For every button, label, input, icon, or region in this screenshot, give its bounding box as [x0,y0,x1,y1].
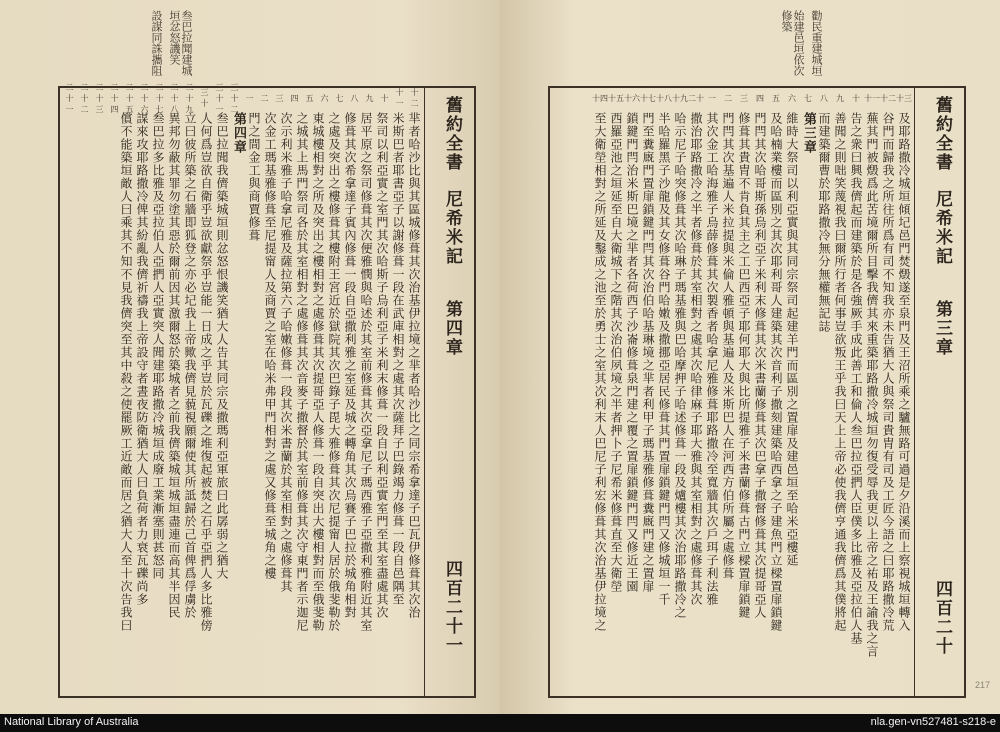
left-body-text [64,112,422,692]
verse-number: 十二 [880,93,896,103]
text-column: 西羅亞池之垣延至自大衛城下之階其次治伯夙境之半者押卜子尼希米修葺直至大衛塋 [609,112,623,593]
verse-number: 三十二 [230,82,239,114]
text-column: 償不能築垣敵人曰乘其不知不見我儕突至其中殺之使罷厥工近敵而居之猶大人至十次告我曰 [119,112,133,632]
right-page-number: 四百二十 [932,580,952,656]
verse-number: 十七 [640,93,656,103]
text-column: 及耶路撒冷城垣傾圮邑門焚燬遂至泉門及王沼所乘之驢無路可過是夕沿溪而上察視城垣轉入 [897,112,911,632]
text-column: 門之間金工與商賈修葺 [247,112,261,242]
margin-note: 設謀同誅攜阻 [150,10,163,76]
right-book-name: 尼希米記 [932,190,952,266]
text-column: 居平原之祭司修葺其次便雅憫與哈述於其室前修葺其次亞拿尼子瑪西雅子亞撒利雅附近其室 [359,112,373,632]
text-column: 而建築爾曹於耶路撒冷無分無權無記誌 [817,112,831,333]
text-column: 門至糞廐門置扉鎖鍵門閂其次治伯哈基琳境之芈者利甲子瑪基雅修葺糞廐門建之置扉 [641,112,655,593]
margin-note: 始建邑垣依次修築 [780,10,805,76]
verse-number: 三十一 [215,82,224,114]
verse-number: 六 [320,93,329,103]
verse-number: 十五 [608,93,624,103]
chapter-heading: 第三章 [801,112,816,154]
margin-note: 勸民重建城垣 [810,10,823,76]
verse-number: 十九 [672,93,688,103]
text-column: 半哈羅黑子沙龍及其女修葺谷門哈嫩及撒挪亞居民修葺其門置扉鎖鍵門閂又修城垣一千 [657,112,671,606]
left-page [0,0,500,714]
chapter-heading: 第四章 [231,112,246,154]
right-header-divider [914,86,915,698]
verse-number: 五 [772,93,780,103]
text-column: 芈者哈沙比與其區城修葺其次治基伊拉境之芈者哈沙比之同宗希拿達子巴瓦伊修葺其次治 [407,112,421,619]
verse-number: 十三 [896,93,912,103]
left-header-divider [424,86,425,698]
text-column: 叁巴拉聞我儕築城垣則忿怒恨譏笑猶大人告其同宗及撒瑪利亞軍旅曰此孱弱之猶大 [215,112,229,580]
verse-number: 二十三 [95,82,104,114]
right-body-text [554,112,912,692]
verse-number: 六 [788,93,796,103]
text-column: 立曰彼所築之石牆即狐登之亦必圮我上帝歟我儕見藐視願爾使其所詆歸於己首俾爲俘虜於 [183,112,197,619]
text-column: 異邦勿蔽其罪勿塗其惡於爾前因其激爾怒於築城者之前我儕築城垣城垣盡連而高其半因民 [167,112,181,619]
text-column: 維時大祭司以利亞實與其同宗祭司起建羊門而區別之置扉及建邑垣至哈米亞樓延 [785,112,799,567]
verse-number: 二十四 [110,82,119,114]
text-column: 東城樓相對之所及突出之樓相對之處修葺其次提哥亞人修葺一段自突出大樓相對而至俄斐勒 [311,112,325,632]
text-column: 之處及突出之樓修葺其樓附王宮近於獄院其次巴錄子毘大雅修葺其次尼提甯人居於俄斐勒於 [327,112,341,632]
text-column: 米斯巴者耶書亞子以謝修葺一段在武庫相對之處其次薩拜子巴錄竭力修葺一段自邑隅至 [391,112,405,606]
left-chapter-label: 第四章 [442,300,462,357]
verse-number: 十 [852,93,860,103]
text-column: 其次金工哈海雅子烏薛修葺其次製香者哈拿尼雅修葺耶路撒冷至寬牆其次戶珥子利法雅 [705,112,719,606]
left-running-title [440,96,465,172]
text-column: 善聞之則咄笑蔑視我曰爾所行者何事豈欲叛王乎我曰天上上帝必使我儕亨通我儕爲其僕將起 [833,112,847,632]
verse-number: 十 [380,93,389,103]
text-column: 人何爲豈欲自衛乎豈欲獻祭乎豈能一日成之乎豈於瓦礫之堆復起被焚之石乎亞捫人多比雅傍 [199,112,213,632]
verse-number: 九 [836,93,844,103]
verse-number: 二十九 [185,82,194,114]
verse-number: 十六 [624,93,640,103]
verse-number: 四 [290,93,299,103]
pencil-page-mark: 217 [974,680,990,690]
verse-number: 十八 [656,93,672,103]
book-title: 舊約全書 [442,96,462,172]
footer-institution: National Library of Australia [4,716,139,728]
text-column: 哈示尼子哈突修葺其次哈琳子瑪基雅與巴哈摩押子哈述修葺一段及爐樓其次治耶路撒冷之 [673,112,687,619]
verse-number: 二十五 [125,82,134,114]
text-column: 及哈楠業樓而區別之其次耶利哥人建築其次音利子撒刻建築哈西拿之子建魚門立樑置扉鎖鍵 [769,112,783,632]
verse-number: 二十八 [170,82,179,114]
text-column: 告之衆曰興我儕起而建築於是各強厥手成此善工和倫人叁巴拉亞捫人臣僕多比雅及亞拉伯人基 [849,112,863,645]
verse-number: 二十一 [65,82,74,114]
verse-number: 十二 [410,88,419,108]
verse-number: 三 [275,93,284,103]
text-column: 至大衛塋相對之所延及鑿成之池至於勇士之室其次利末人巴尼子利宏修葺其次治基伊拉境之 [593,112,607,632]
verse-number: 十四 [592,93,608,103]
verse-number: 七 [335,93,344,103]
text-column: 鎖鍵門閂治米斯巴境之芈者各荷西子沙崙修葺泉門建之覆之置扉鎖鍵門閂又修近王園 [625,112,639,593]
footer-identifier: nla.gen-vn527481-s218-e [870,716,996,728]
verse-number: 四 [756,93,764,103]
text-column: 謀來攻耶路撒冷俾其紛亂我儕祈禱我上帝設守者晝夜防衛猶大人曰負荷者力衰瓦礫尚多 [135,112,149,606]
text-column: 叁巴拉多比雅及亞拉伯人亞捫人亞實突人聞建耶路撒冷城垣成廢工業漸塞則甚怒同 [151,112,165,580]
right-book-title: 舊約全書 [932,96,952,172]
left-verse-number-strip [62,82,422,114]
right-margin-notes [780,10,822,82]
verse-number: 十一 [395,88,404,108]
text-column: 之城其上馬門祭司各於其室相對之處修葺其次音麥子撒督於其室前修葺其次守東門者示迦尼 [295,112,309,632]
verse-number: 二十六 [140,82,149,114]
text-column: 谷門而歸我之所往所爲有司不知我亦未告猶大人與祭司貴胄有司及工匠今語之曰耶路撒冷荒 [881,112,895,632]
verse-number: 三 [740,93,748,103]
verse-number: 二十七 [155,82,164,114]
verse-number: 二 [260,93,269,103]
text-column: 門閂其次基遍人米拉提與米倫人雅頓與基遍人及米斯巴人在河西方伯所屬之處修葺 [721,112,735,580]
left-page-number: 四百二十一 [442,560,462,655]
text-column: 蕪其門被燬爲此苦境爾所目擊我儕其來重築耶路撒冷城垣勿復受辱我更以上帝之祐及王諭我之言 [865,112,879,658]
margin-note: 叁巴拉聞建城垣忿怒譏笑 [168,10,193,76]
text-column: 修葺其次希拿達子賓內修葺一段自亞撒利雅之室延及城之轉角其次烏賽子巴拉於城角相對 [343,112,357,619]
verse-number: 七 [804,93,812,103]
text-column: 祭司以利亞實之室門其次哈斯子烏利亞子米利末修葺一段自以利亞實室門至其室盡處其次 [375,112,389,619]
text-column: 撒治耶路撒冷之半者修葺於其室相對之處其次哈律麻子耶大雅與其室相對之處修葺其次 [689,112,703,606]
right-verse-number-strip [552,89,912,107]
text-column: 門閂其次哈哥斯孫烏利亞子米利末修葺其次米書蘭修葺其次巴拿子撒督修葺其次提哥亞人 [753,112,767,619]
verse-number: 三十 [200,88,209,108]
verse-number: 十一 [864,93,880,103]
left-margin-notes [150,10,192,82]
attribution-bar [0,714,1000,732]
verse-number: 九 [365,93,374,103]
verse-number: 一 [708,93,716,103]
text-column: 次示利米雅子哈拿尼雅及薩拉第六子哈嫩修葺一段其次米書蘭於其室相對之處修葺其 [279,112,293,593]
verse-number: 五 [305,93,314,103]
right-chapter-label: 第三章 [932,300,952,357]
verse-number: 二十 [688,93,704,103]
verse-number: 二 [724,93,732,103]
left-book-name: 尼希米記 [442,190,462,266]
verse-number: 二十二 [80,82,89,114]
text-column: 修葺其貴胄不肯負其主之工巴西亞子耶何耶大與比所提雅子米書蘭修葺古門立樑置扉鎖鍵 [737,112,751,619]
verse-number: 一 [245,93,254,103]
verse-number: 八 [820,93,828,103]
text-column: 次金工瑪基雅修葺至尼提甯人及商賈之室在哈米弗甲門相對之處又修葺至城角之樓 [263,112,277,580]
verse-number: 八 [350,93,359,103]
